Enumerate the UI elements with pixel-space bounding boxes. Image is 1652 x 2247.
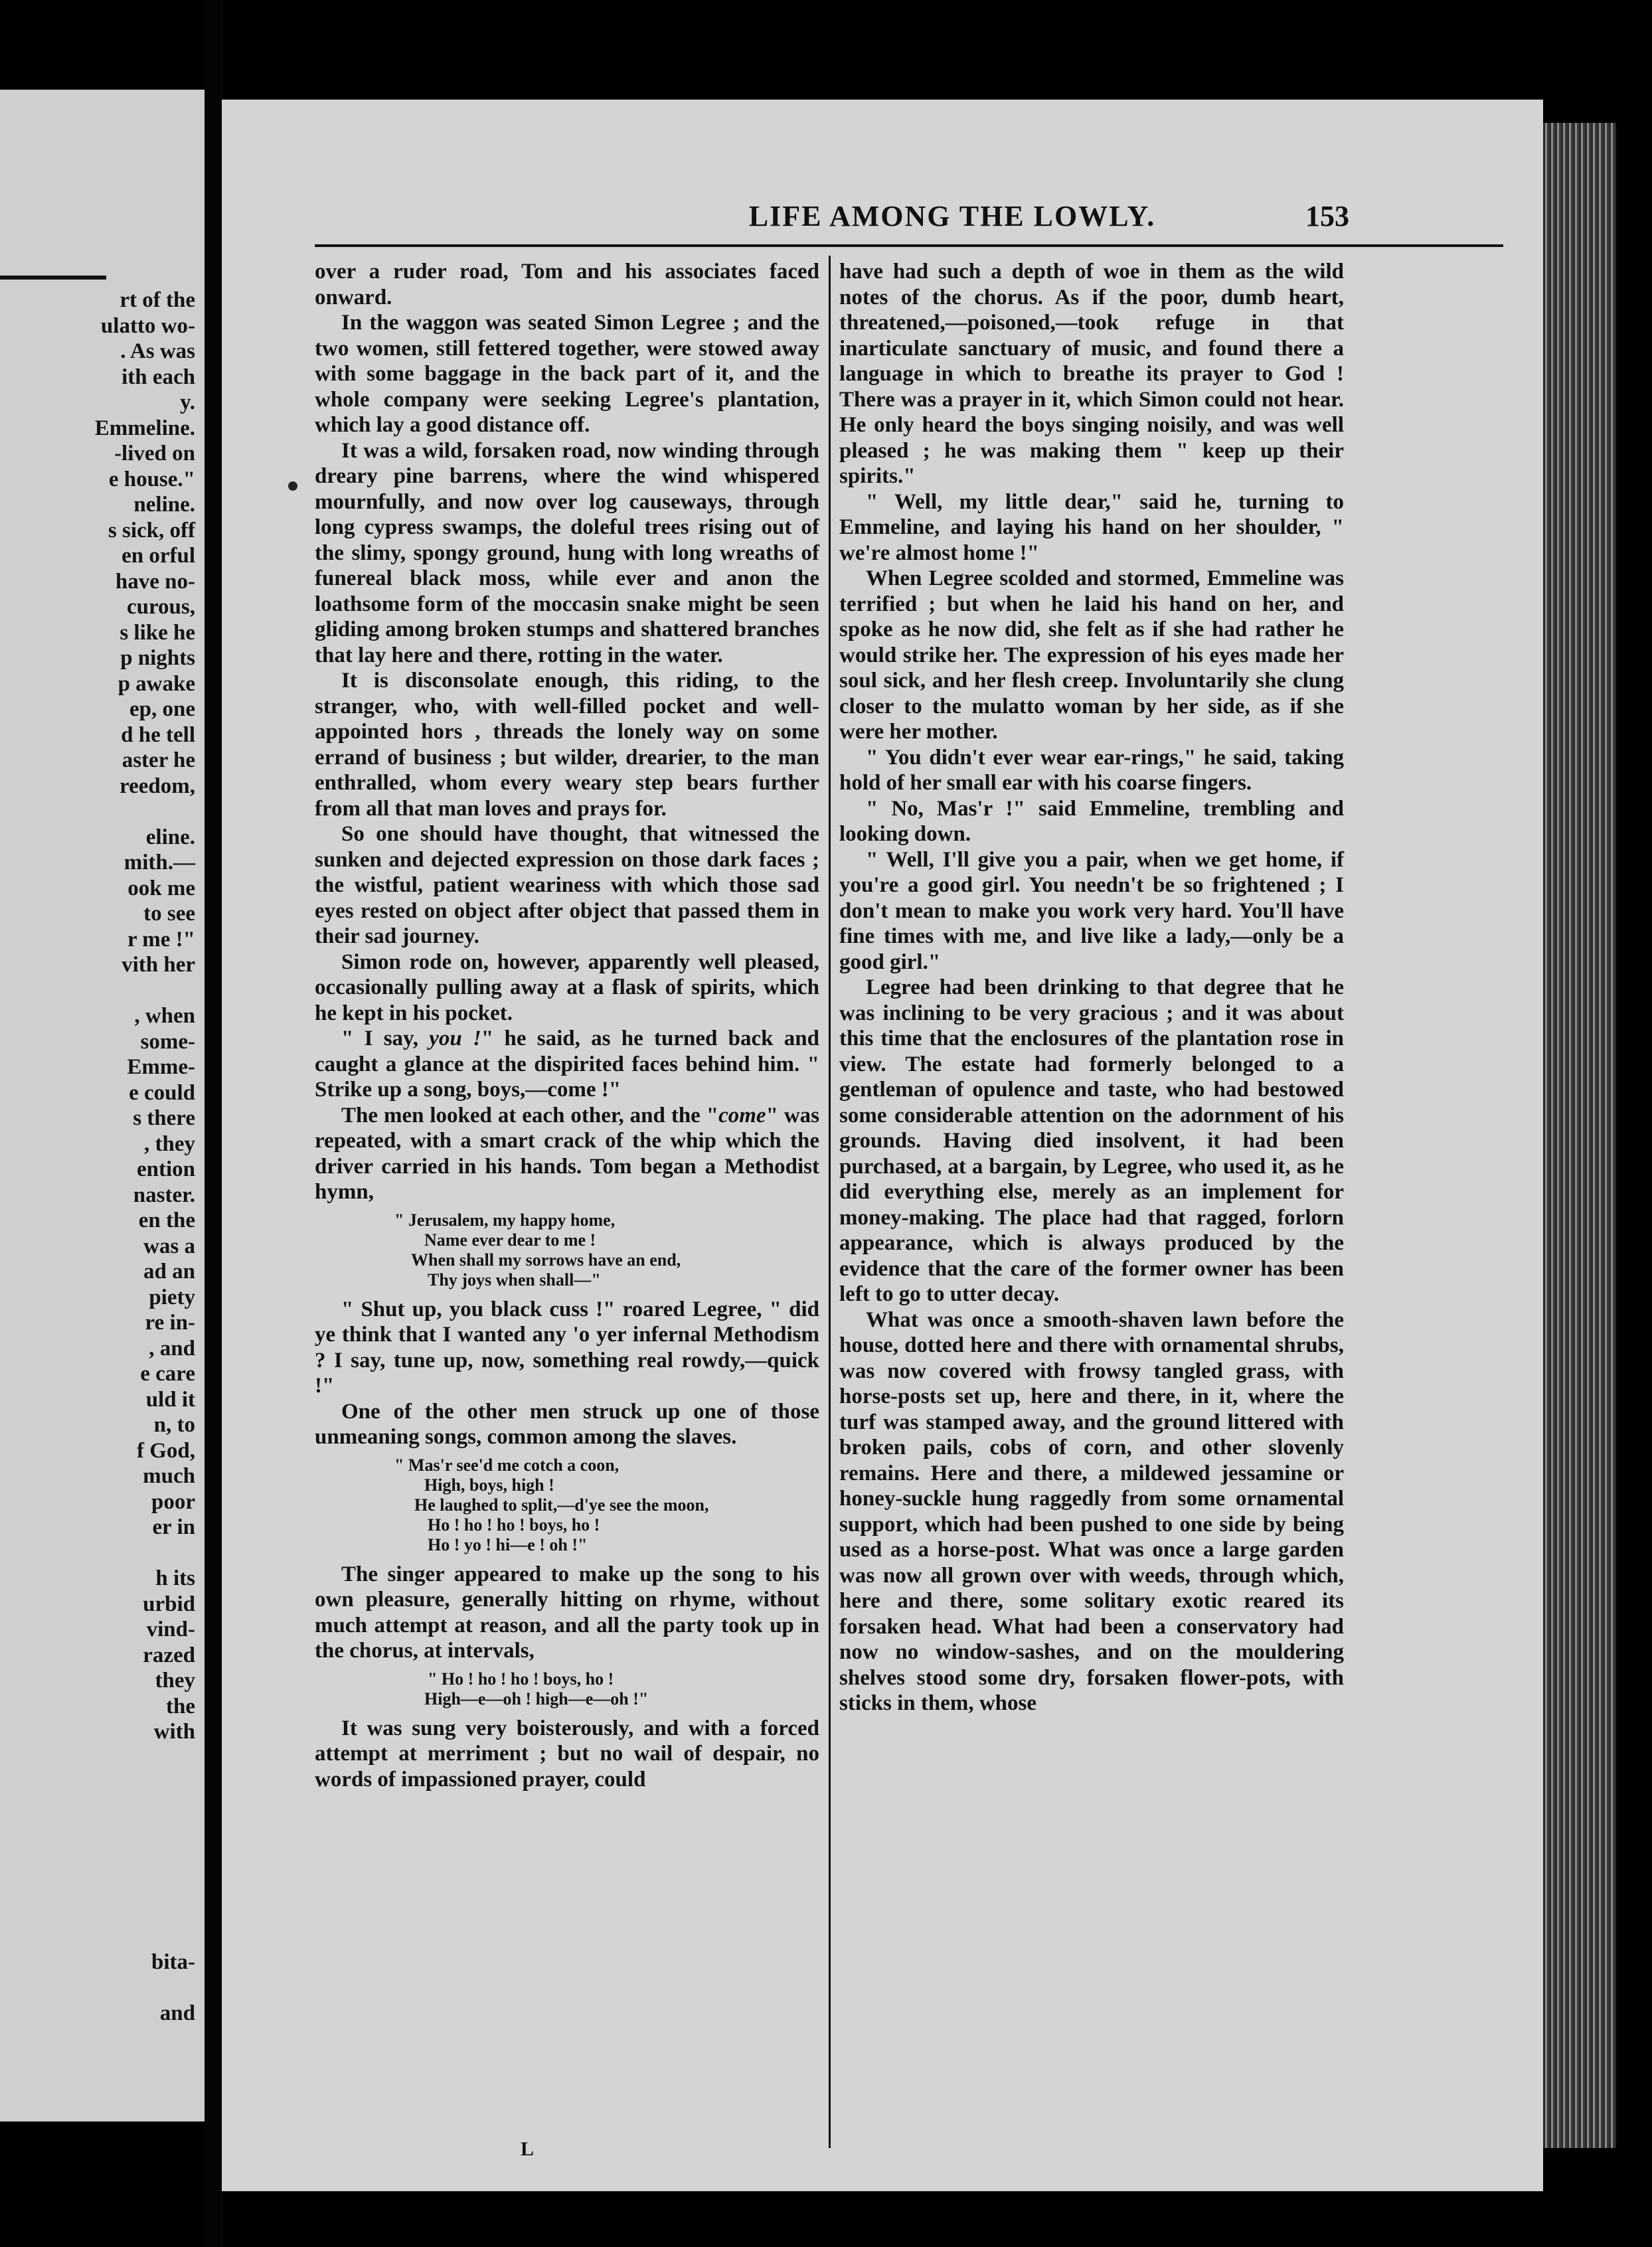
running-head: LIFE AMONG THE LOWLY.	[748, 200, 1156, 232]
fragment-line: ith each	[122, 365, 195, 389]
fragment-line: naster.	[133, 1183, 195, 1207]
fragment-line: and	[159, 2001, 195, 2025]
fragment-line: was a	[143, 1234, 195, 1258]
fragment-line: poor	[151, 1489, 195, 1514]
fragment-line: ad an	[143, 1260, 195, 1284]
fragment-line	[0, 1745, 195, 1771]
ink-smudge	[288, 481, 297, 491]
page-number: 153	[1305, 200, 1349, 232]
fragment-line: re in-	[145, 1311, 195, 1335]
paragraph: It is disconsolate enough, this riding, to the stranger, who, with well-filled pocket and well-appointed hors , threads the lonely way on some errand of business ; but wilder, drearier, to the man enthralled, whom every weary step bears further from all that man loves and prays for.	[315, 669, 819, 821]
paragraph: So one should have thought, that witnessed the sunken and dejected expression on those dark faces ; the wistful, patient weariness with which those sad eyes rested on object after object that passed them in their sad journey.	[315, 822, 819, 948]
fragment-line: with	[153, 1720, 195, 1744]
song-verse	[315, 1456, 819, 1555]
fragment-line: y.	[180, 390, 195, 414]
fragment-line	[0, 1821, 195, 1847]
fragment-line: en orful	[122, 544, 195, 568]
verse-line: " Ho ! ho ! ho ! boys, ho !	[428, 1669, 614, 1689]
fragment-line: aster he	[122, 748, 195, 772]
text-run: " was repeated, with a smart crack of the whip which the driver carried in his hands. Tom began a Methodist hymn,	[315, 1103, 820, 1204]
fragment-line: h its	[155, 1566, 195, 1590]
fragment-line: they	[155, 1669, 195, 1693]
fragment-line	[0, 1898, 195, 1924]
fragment-line	[0, 1975, 195, 2001]
verse-line: " Mas'r see'd me cotch a coon,	[394, 1455, 620, 1475]
fragment-line: en the	[138, 1208, 195, 1232]
facing-page-fragment	[0, 90, 205, 2122]
paragraph: In the waggon was seated Simon Legree ; and the two women, still fettered together, were stowed away with some baggage in the back part of it, and the whole company were seeking Legree's plantation, which lay a good distance off.	[315, 311, 819, 437]
fragment-line: n, to	[153, 1413, 195, 1437]
fragment-line: ook me	[127, 876, 195, 900]
fragment-line: , when	[134, 1004, 195, 1028]
fragment-line: p awake	[118, 671, 195, 696]
fragment-line: e house."	[108, 467, 195, 491]
paragraph: have had such a depth of woe in them as the wild notes of the chorus. As if the poor, dumb heart, threatened,—poisoned,—took refuge in that inarticulate sanctuary of music, and found there a language in which to breathe its prayer to God ! There was a prayer in it, which Simon could not hear. He only heard the boys singing noisily, and was well pleased ; he was making them " keep up their spirits."	[839, 260, 1344, 488]
fragment-line: s like he	[120, 620, 195, 645]
fragment-line: d he tell	[121, 722, 195, 747]
fragment-line: , and	[149, 1336, 195, 1361]
facing-page-rule	[0, 276, 106, 280]
hymn-verse	[315, 1210, 819, 1290]
fragment-line: some-	[140, 1029, 195, 1054]
fragment-line: vith her	[122, 953, 195, 977]
fragment-line: r me !"	[127, 927, 195, 952]
fragment-line: Emmeline.	[94, 416, 195, 440]
fragment-line: , they	[144, 1131, 195, 1156]
fragment-line: ention	[136, 1157, 195, 1181]
fragment-line: curous,	[127, 595, 195, 619]
verse-line: When shall my sorrows have an end,	[411, 1250, 681, 1270]
fragment-line	[0, 799, 195, 825]
fragment-line: s there	[133, 1106, 195, 1130]
page-edges	[1543, 123, 1616, 2148]
fragment-line: er in	[152, 1515, 195, 1539]
verse-line: Ho ! yo ! hi—e ! oh !"	[428, 1535, 588, 1554]
paragraph	[315, 1103, 819, 1205]
fragment-line: -lived on	[114, 442, 195, 465]
fragment-line: reedom,	[120, 774, 195, 798]
paragraph: over a ruder road, Tom and his associates faced onward.	[315, 260, 819, 309]
book-page	[222, 100, 1543, 2191]
book-gutter	[205, 0, 223, 2247]
fragment-line: the	[166, 1694, 195, 1718]
paragraph: Simon rode on, however, apparently well pleased, occasionally pulling away at a flask of spirits, which he kept in his pocket.	[315, 950, 819, 1025]
fragment-line: bita-	[151, 1950, 195, 1974]
fragment-line: . As was	[120, 339, 195, 363]
left-column	[315, 259, 819, 1792]
paragraph: " Shut up, you black cuss !" roared Legree, " did ye think that I wanted any 'o yer infernal Methodism ? I say, tune up, now, something real rowdy,—quick !"	[315, 1297, 819, 1398]
paragraph: It was sung very boisterously, and with a forced attempt at merriment ; but no wail of despair, no words of impassioned prayer, could	[315, 1716, 819, 1791]
fragment-line: e care	[140, 1362, 195, 1386]
fragment-line: much	[143, 1464, 195, 1488]
fragment-line: razed	[143, 1643, 195, 1667]
paragraph: " Well, I'll give you a pair, when we get home, if you're a good girl. You needn't be so frightened ; I don't mean to make you work very hard. You'll have fine times with me, and live like a lady,—only be a good girl."	[839, 847, 1344, 974]
fragment-line: rt of the	[120, 288, 195, 312]
paragraph: One of the other men struck up one of those unmeaning songs, common among the slaves.	[315, 1399, 819, 1449]
fragment-line: urbid	[143, 1592, 195, 1616]
verse-line: Thy joys when shall—"	[428, 1270, 601, 1290]
fragment-line: ulatto wo-	[100, 313, 195, 338]
paragraph: What was once a smooth-shaven lawn before the house, dotted here and there with ornamental shrubs, was now covered with frowsy tangled grass, with horse-posts set up, here and there, in it, where the turf was stamped away, and the ground littered with broken pails, cobs of corn, and other slovenly remains. Here and there, a mildewed jessamine or honey-suckle hung raggedly from some ornamental support, which had been pushed to one side by being used as a horse-post. What was once a large garden was now all grown over with weeds, through which, here and there, some solitary exotic reared its forsaken head. What had been a conservatory had now no window-sashes, and on the mouldering shelves stood some dry, forsaken flower-pots, with sticks in them, whose	[839, 1307, 1344, 1715]
emphasis: come	[718, 1103, 766, 1127]
verse-line: High—e—oh ! high—e—oh !"	[424, 1689, 649, 1708]
fragment-line: piety	[149, 1285, 195, 1309]
fragment-line: s sick, off	[108, 518, 195, 542]
fragment-line	[0, 1872, 195, 1898]
fragment-line: neline.	[133, 493, 195, 517]
fragment-line: vind-	[146, 1618, 195, 1641]
fragment-line: e could	[129, 1080, 195, 1105]
fragment-line	[0, 1796, 195, 1822]
fragment-line: have no-	[115, 569, 195, 594]
paragraph: " You didn't ever wear ear-rings," he said, taking hold of her small ear with his coarse fingers.	[839, 745, 1344, 795]
paragraph: It was a wild, forsaken road, now winding through dreary pine barrens, where the wind whispered mournfully, and now over log causeways, through long cypress swamps, the doleful trees rising out of the slimy, spongy ground, hung with long wreaths of funereal black moss, while ever and anon the loathsome form of the moccasin snake might be seen gliding among broken stumps and shattered branches that lay here and there, rotting in the water.	[315, 438, 819, 667]
fragment-line: mith.—	[124, 851, 195, 874]
emphasis: you !	[429, 1027, 481, 1050]
fragment-line: eline.	[145, 825, 195, 849]
facing-page-text	[0, 288, 195, 2026]
fragment-line: to see	[143, 902, 195, 926]
chorus-verse	[315, 1669, 819, 1709]
verse-line: Name ever dear to me !	[424, 1230, 596, 1250]
header-rule	[315, 244, 1503, 247]
text-run: " I say,	[341, 1027, 430, 1050]
fragment-line: f God,	[136, 1438, 195, 1463]
text-run: " he said, as he turned back and caught a glance at the dispirited faces behind him. " Strike up a song, boys,—come !"	[315, 1027, 819, 1102]
fragment-line: ep, one	[129, 697, 195, 721]
verse-line: High, boys, high !	[424, 1475, 554, 1495]
signature-mark: L	[521, 2138, 535, 2160]
fragment-line: Emme-	[127, 1055, 195, 1079]
fragment-line: p nights	[120, 646, 195, 670]
fragment-line: uld it	[145, 1387, 195, 1412]
fragment-line	[0, 1770, 195, 1796]
paragraph: " Well, my little dear," said he, turning to Emmeline, and laying his hand on her shoulder, " we're almost home !"	[839, 489, 1344, 565]
paragraph: When Legree scolded and stormed, Emmeline was terrified ; but when he laid his hand on her, and spoke as he now did, she felt as if she had rather he would strike her. The expression of his eyes made her soul sick, and her flesh creep. Involuntarily she clung closer to the mulatto woman by her side, as if she were her mother.	[839, 566, 1344, 744]
column-rule	[829, 256, 831, 2148]
paragraph: " No, Mas'r !" said Emmeline, trembling and looking down.	[839, 796, 1344, 846]
fragment-line	[0, 1847, 195, 1873]
verse-line: Ho ! ho ! ho ! boys, ho !	[428, 1515, 600, 1535]
fragment-line	[0, 1540, 195, 1566]
fragment-line	[0, 978, 195, 1004]
paragraph	[315, 1026, 819, 1103]
text-run: The men looked at each other, and the "	[341, 1103, 719, 1127]
verse-line: He laughed to split,—d'ye see the moon,	[414, 1495, 709, 1515]
right-column	[839, 259, 1344, 1716]
paragraph: Legree had been drinking to that degree that he was inclining to be very gracious ; and it was about this time that the enclosures of the plantation rose in view. The estate had formerly belonged to a gentleman of opulence and taste, who had bestowed some considerable attention on the adornment of his grounds. Having died insolvent, it had been purchased, at a bargain, by Legree, who used it, as he did everything else, merely as an implement for money-making. The place had that ragged, forlorn appearance, which is always produced by the evidence that the care of the former owner has been left to go to utter decay.	[839, 975, 1344, 1306]
paragraph: The singer appeared to make up the song to his own pleasure, generally hitting on rhyme, without much attempt at reason, and all the party took up in the chorus, at intervals,	[315, 1562, 819, 1663]
verse-line: " Jerusalem, my happy home,	[394, 1210, 616, 1230]
fragment-line	[0, 1924, 195, 1950]
